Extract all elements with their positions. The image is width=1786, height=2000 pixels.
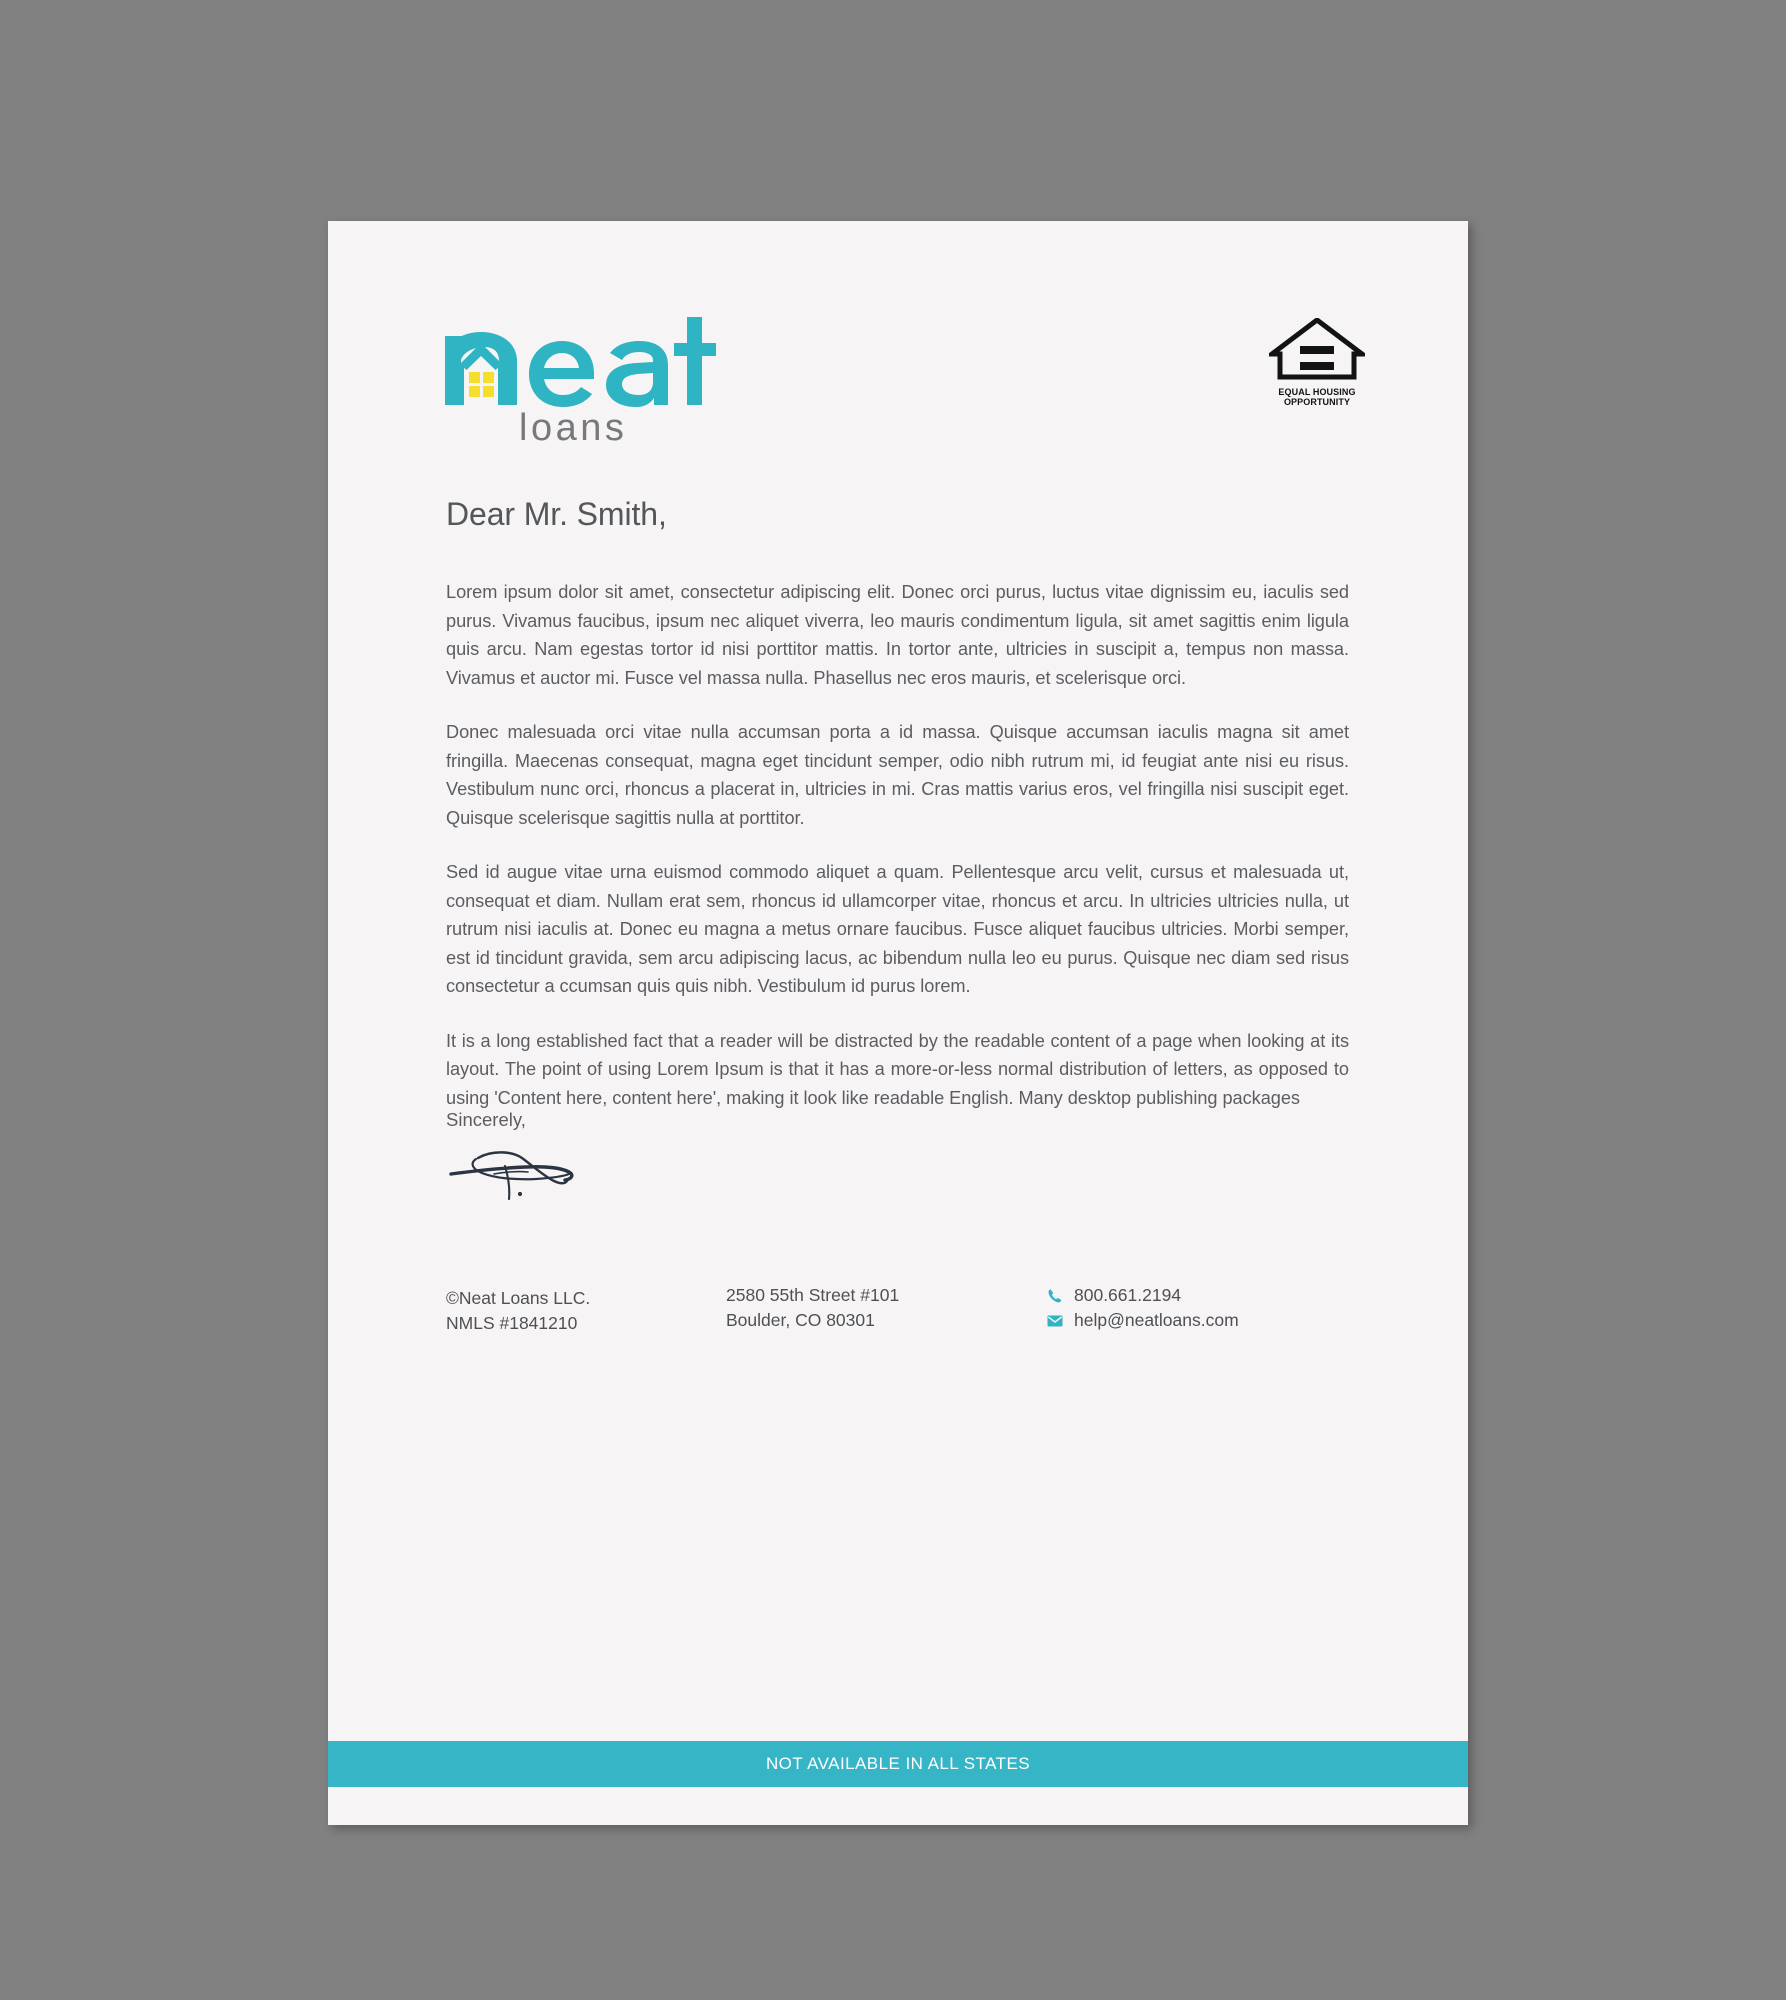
footer-contact xyxy=(446,1283,1368,1336)
disclaimer-band xyxy=(328,1741,1468,1787)
eho-caption-line-1: EQUAL HOUSING xyxy=(1278,387,1356,397)
body-copy xyxy=(446,578,1349,1112)
footer-contact-column xyxy=(1046,1283,1346,1333)
salutation: Dear Mr. Smith, xyxy=(446,496,667,532)
footer-address-column xyxy=(726,1283,1046,1333)
closing-word: Sincerely, xyxy=(446,1109,526,1130)
eho-caption-line-2: OPPORTUNITY xyxy=(1283,397,1351,408)
email-row[interactable] xyxy=(1046,1308,1346,1333)
logo-subtitle: loans xyxy=(519,407,628,449)
paragraph-4: It is a long established fact that a reader will be distracted by the readable content of a page when looking at its layout. The point of using Lorem Ipsum is that it has a more-or-less normal distribution of letters, as opposed to using 'Content here, content here', making it look like readable English. Many desktop publishing packages xyxy=(446,1030,1349,1108)
equal-housing-opportunity-logo xyxy=(1268,318,1366,407)
email-address[interactable]: help@neatloans.com xyxy=(1074,1310,1239,1330)
signoff-block xyxy=(446,1109,598,1208)
paragraph-1: Lorem ipsum dolor sit amet, consectetur adipiscing elit. Donec orci purus, luctus vitae dignissim eu, iaculis sed purus. Vivamus faucibus, ipsum nec aliquet viverra, leo mauris condimentum ligula, sit amet sagittis enim ligula quis arcu. Nam egestas tortor id nisi porttitor mattis. In tortor ante, ultricies in suscipit a, tempus non massa. Vivamus et auctor mi. Fusce vel massa nulla. Phasellus nec eros mauris, et scelerisque orci. xyxy=(446,582,1349,688)
signature-image xyxy=(448,1141,598,1208)
disclaimer-text: NOT AVAILABLE IN ALL STATES xyxy=(765,1754,1031,1773)
letterhead-page xyxy=(328,221,1468,1825)
address-street: 2580 55th Street #101 xyxy=(726,1285,900,1305)
letterhead-header xyxy=(328,221,1468,521)
paragraph-2: Donec malesuada orci vitae nulla accumsan porta a id massa. Quisque accumsan iaculis magna sit amet fringilla. Maecenas consequat, magna eget tincidunt semper, odio nibh rutrum mi, id feugiat ante nisi eu risus. Vestibulum nunc orci, rhoncus a placerat in, ultricies in mi. Cras mattis varius eros, vel fringilla nisi suscipit eget. Quisque scelerisque sagittis nulla at porttitor. xyxy=(446,722,1349,828)
neat-wordmark-with-house-icon xyxy=(445,317,745,407)
company-nmls: NMLS #1841210 xyxy=(446,1313,578,1333)
paragraph-3: Sed id augue vitae urna euismod commodo aliquet a quam. Pellentesque arcu velit, cursus et malesuada ut, consequat et diam. Nullam erat sem, rhoncus id ullamcorper vitae, rhoncus et arcu. In ultricies ultricies nulla, ut rutrum nisi iaculis at. Donec eu magna a metus ornare faucibus. Fusce aliquet faucibus ultricies. Morbi semper, est id tincidunt gravida, sem arcu adipiscing lacus, ac bibendum nulla leo eu purus. Quisque nec diam sed risus consectetur a ccumsan quis quis nibh. Vestibulum id purus lorem. xyxy=(446,862,1349,996)
company-name: ©Neat Loans LLC. xyxy=(446,1288,591,1308)
equal-housing-opportunity-icon xyxy=(1269,367,1365,384)
envelope-icon xyxy=(1046,1312,1064,1330)
phone-icon xyxy=(1046,1287,1064,1305)
phone-number[interactable]: 800.661.2194 xyxy=(1074,1285,1182,1305)
address-city: Boulder, CO 80301 xyxy=(726,1310,875,1330)
phone-row[interactable] xyxy=(1046,1283,1346,1308)
brand-logo[interactable] xyxy=(445,317,765,447)
footer-company-column xyxy=(446,1283,726,1336)
